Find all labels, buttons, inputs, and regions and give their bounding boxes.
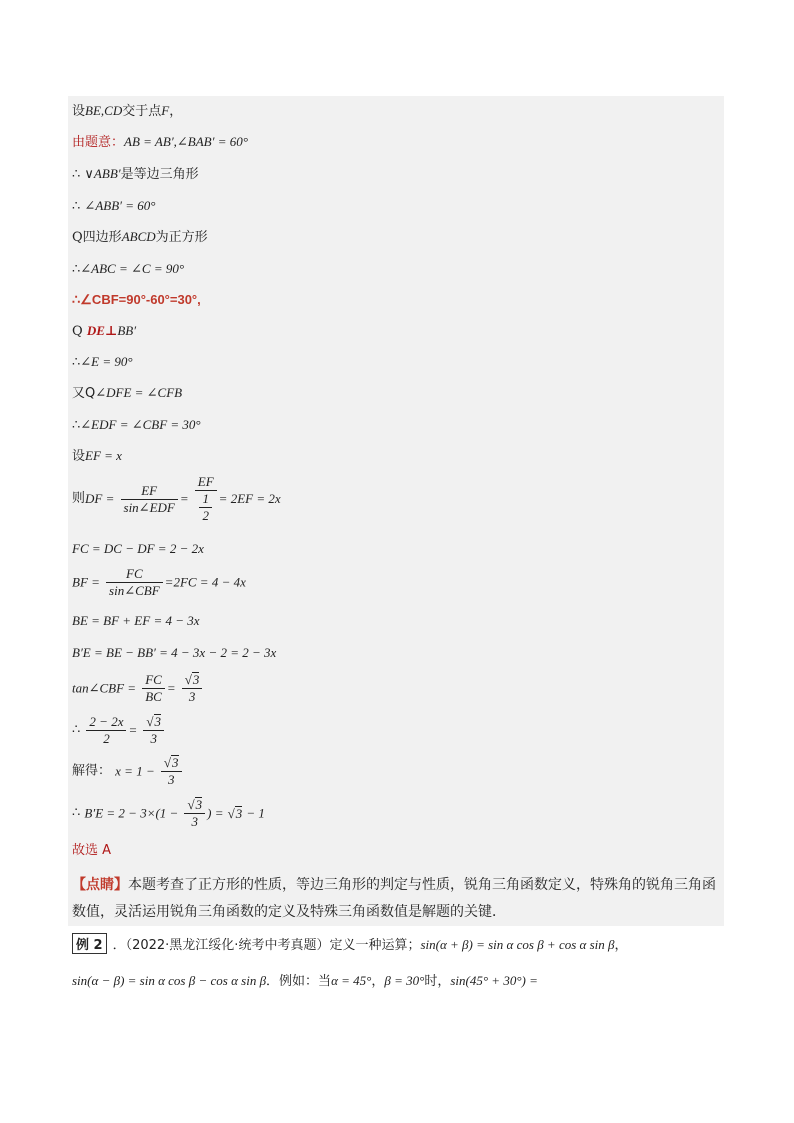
example-2-line-1: 例 2 ．（2022·黑龙江绥化·统考中考真题）定义一种运算；sin(α + β) = sin α cos β + cos α sin β，	[72, 933, 628, 954]
fraction-ef-over-sin: $\frac{EF}{\text{sin∠EDF}}$	[121, 483, 178, 516]
solution-line-17: B′E = BE − BB′ = 4 − 3x − 2 = 2 − 3x	[72, 645, 277, 660]
solution-line-4: ∴ ∠ABB′ = 60°	[72, 198, 156, 214]
fraction-half: $\frac{1}{2}$	[195, 491, 217, 524]
solution-line-11: ∴∠EDF = ∠CBF = 30°	[72, 417, 201, 433]
solution-line-15: BF = $\frac{FC}{\text{sin∠CBF}}$ =2FC = 4 − 4x	[72, 566, 246, 598]
solution-line-19: ∴ $\frac{2 - 2x}{2}$ = $\frac{√3}{3}$	[72, 714, 166, 747]
example-2-line-2: sin(α − β) = sin α cos β − cos α sin β．例如：当α = 45°，β = 30°时，sin(45° + 30°) =	[72, 973, 538, 989]
fraction-root3-over-3: $\frac{√3}{3}$	[182, 672, 203, 705]
fraction-ef-over-half: $\frac{EF}{\frac{1}{2}}$	[195, 474, 217, 524]
solution-line-9: ∴∠E = 90°	[72, 354, 133, 370]
solution-line-6: ∴∠ABC = ∠C = 90°	[72, 261, 185, 277]
solution-line-20: 解得： x = 1 − $\frac{√3}{3}$	[72, 755, 184, 788]
solution-line-12: 设EF = x	[72, 448, 122, 464]
dianjing-comment: 【点睛】本题考查了正方形的性质，等边三角形的判定与性质，锐角三角函数定义，特殊角的锐角三角函数值，灵活运用锐角三角函数的定义及特殊三角函数值是解题的关键．	[72, 877, 716, 920]
fraction-fc-over-sin: $\frac{FC}{\text{sin∠CBF}}$	[106, 566, 163, 599]
solution-line-5: Q四边形ABCD为正方形	[72, 229, 208, 245]
solution-line-18: tan∠CBF = $\frac{FC}{BC}$ = $\frac{√3}{3}$	[72, 672, 204, 705]
solution-line-10: 又Q∠DFE = ∠CFB	[72, 385, 183, 401]
solution-line-8: Q DE⊥BB′	[72, 323, 137, 339]
solution-line-22: 故选 A	[72, 843, 112, 858]
solution-line-7: ∴∠CBF=90°-60°=30°,	[72, 292, 201, 307]
solution-line-2: 由题意：AB = AB′,∠BAB′ = 60°	[72, 134, 248, 150]
solution-line-13: 则DF = $\frac{EF}{\text{sin∠EDF}}$ = $\frac{EF}{\frac{1}{2}}$ = 2EF = 2x	[72, 474, 281, 523]
solution-line-16: BE = BF + EF = 4 − 3x	[72, 613, 200, 628]
solution-line-14: FC = DC − DF = 2 − 2x	[72, 541, 204, 556]
example-badge: 例 2	[72, 933, 107, 954]
solution-line-3: ∴ ∨ABB′是等边三角形	[72, 166, 199, 182]
solution-line-1: 设BE,CD交于点F，	[72, 103, 183, 119]
solution-line-21: ∴ B′E = 2 − 3×(1 − $\frac{√3}{3}$ ) = √3 − 1	[72, 797, 265, 829]
